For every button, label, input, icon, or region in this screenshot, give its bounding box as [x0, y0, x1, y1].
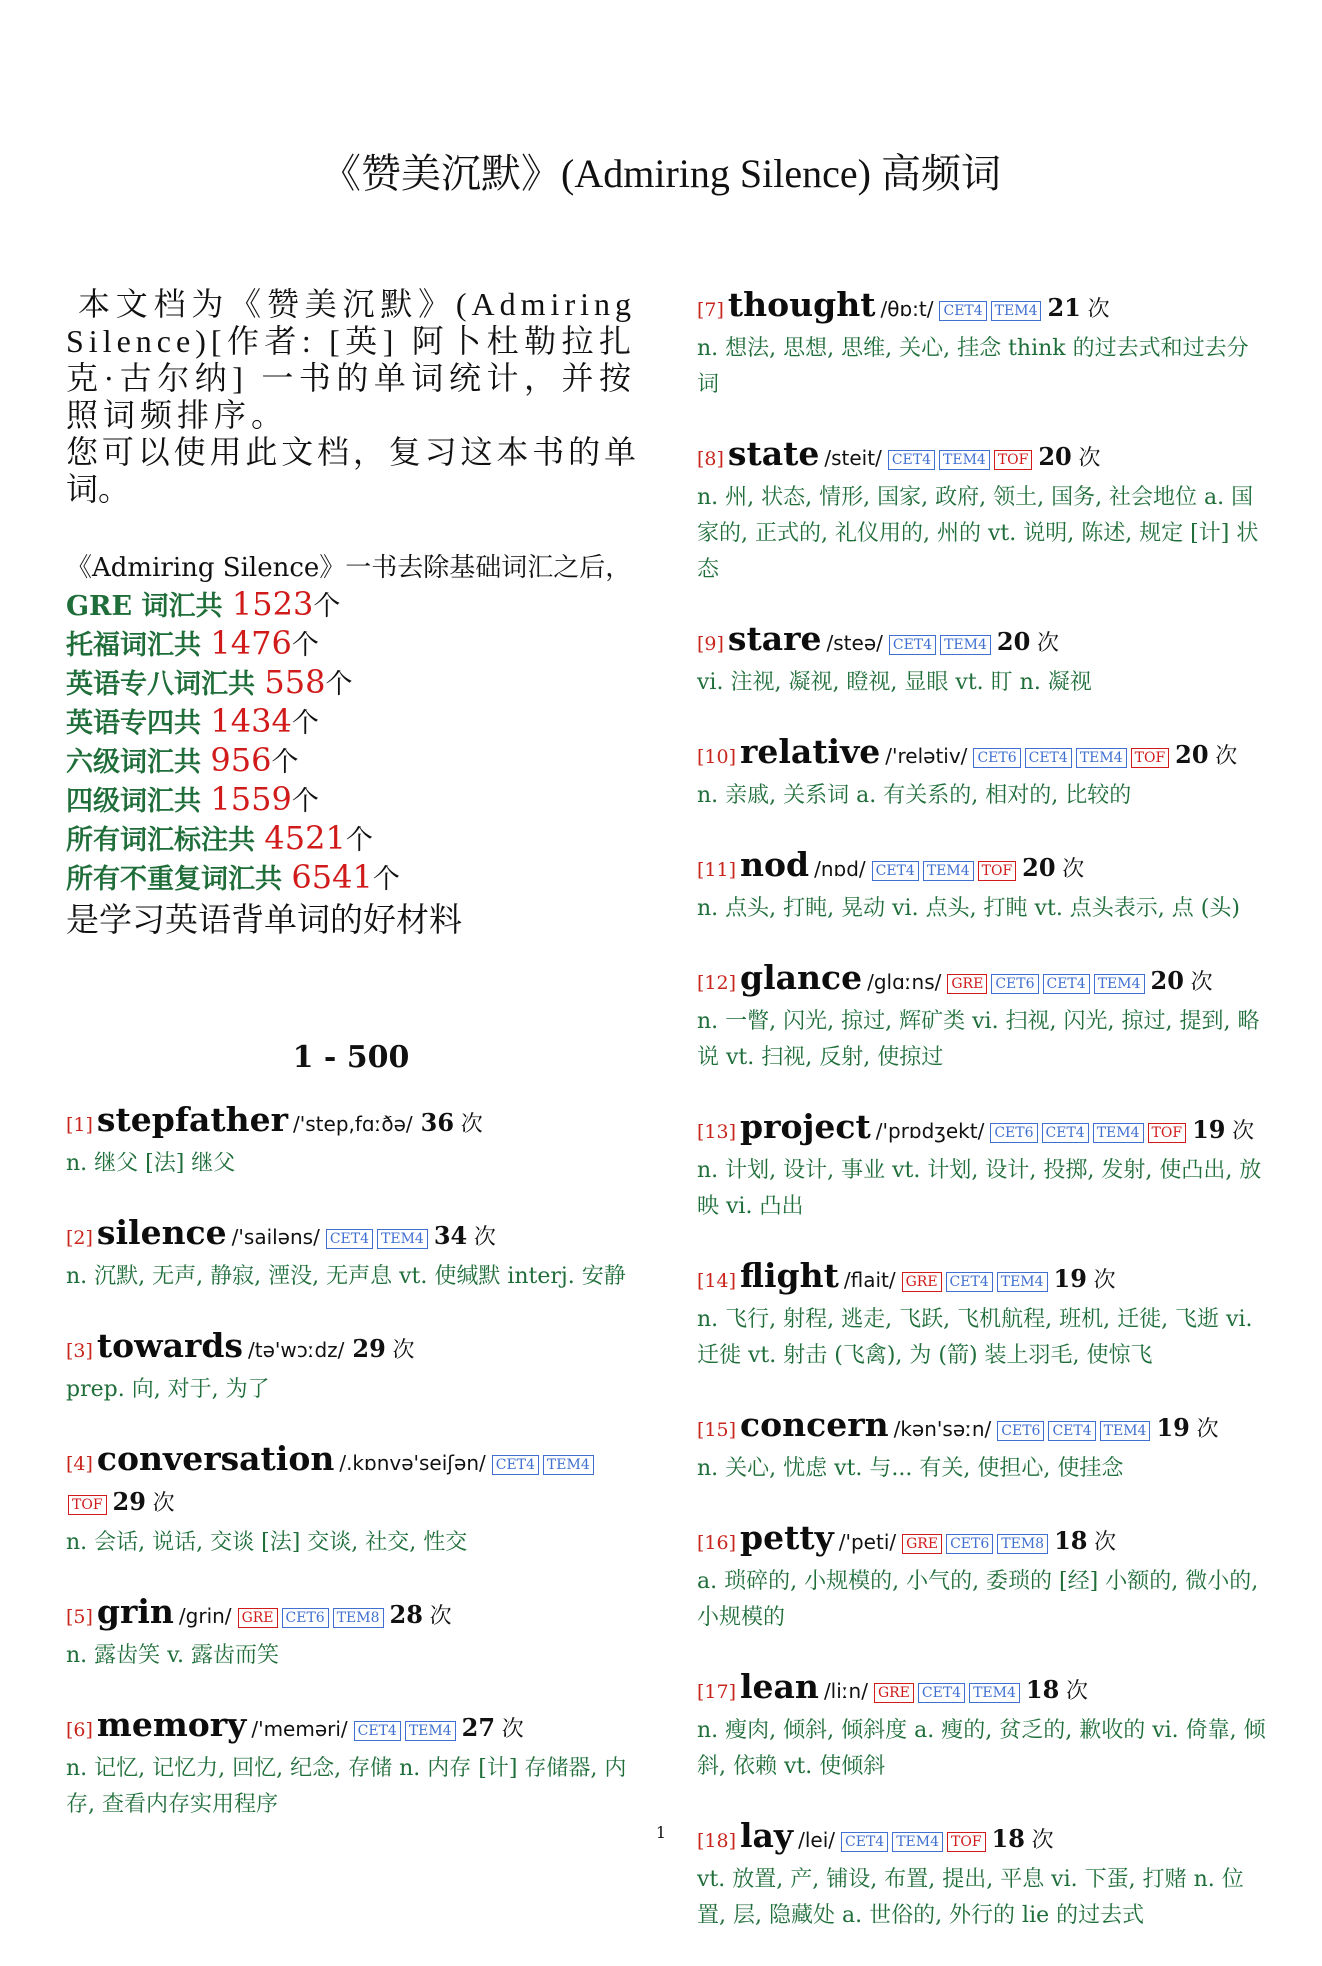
exam-tag: TEM4	[997, 1272, 1048, 1292]
frequency-unit: 次	[1031, 1828, 1054, 1853]
entry-index: [1]	[66, 1114, 93, 1136]
frequency-unit: 次	[1078, 446, 1101, 471]
frequency-unit: 次	[1094, 1530, 1117, 1555]
stats-count: 1559	[210, 780, 292, 818]
stats-unit: 个	[271, 747, 299, 778]
entry-index: [11]	[697, 859, 737, 881]
definition: n. 露齿笑 v. 露齿而笑	[66, 1643, 279, 1668]
phonetic: /grin/	[178, 1604, 232, 1628]
stats-count: 1476	[210, 624, 292, 662]
range-heading: 1 - 500	[292, 1040, 410, 1075]
exam-tag: CET6	[990, 1123, 1037, 1143]
exam-tag: CET6	[282, 1608, 329, 1628]
exam-tag: CET6	[946, 1534, 993, 1554]
stats-rows	[66, 586, 636, 898]
headword-line	[66, 1327, 636, 1370]
headword: concern	[740, 1405, 889, 1444]
definition: n. 一瞥, 闪光, 掠过, 辉矿类 vi. 扫视, 闪光, 掠过, 提到, 略说 vt. 扫视, 反射, 使掠过	[697, 1009, 1260, 1070]
definition: n. 点头, 打盹, 晃动 vi. 点头, 打盹 vt. 点头表示, 点 (头)	[697, 896, 1240, 921]
entry-index: [18]	[697, 1830, 737, 1852]
exam-tag: TEM8	[997, 1534, 1048, 1554]
headword: stepfather	[96, 1100, 289, 1139]
frequency-unit: 次	[1196, 1417, 1219, 1442]
exam-tag: CET6	[997, 1421, 1044, 1441]
exam-tag: TOF	[68, 1495, 107, 1515]
phonetic: /steit/	[824, 446, 882, 470]
definition: n. 亲戚, 关系词 a. 有关系的, 相对的, 比较的	[697, 783, 1132, 808]
headword: petty	[740, 1518, 834, 1557]
stats-unit: 个	[325, 669, 353, 700]
exam-tag: CET4	[939, 301, 986, 321]
phonetic: /liːn/	[823, 1679, 868, 1703]
stats-label: 英语专八词汇共	[66, 669, 265, 700]
phonetic: /glɑːns/	[867, 970, 942, 994]
exam-tag: CET6	[973, 748, 1020, 768]
phonetic: /'step,fɑːðə/	[293, 1112, 413, 1136]
frequency-count: 34	[433, 1221, 468, 1250]
exam-tag: CET4	[1048, 1421, 1095, 1441]
stats-label: 所有不重复词汇共	[66, 864, 292, 895]
stats-row	[66, 859, 636, 898]
stats-unit: 个	[291, 786, 319, 817]
exam-tag: TOF	[978, 861, 1017, 881]
definition: n. 想法, 思想, 思维, 关心, 挂念 think 的过去式和过去分词	[697, 336, 1249, 397]
exam-tag: CET4	[1043, 974, 1090, 994]
word-entry	[697, 1108, 1269, 1225]
stats-unit: 个	[313, 591, 341, 622]
entry-index: [4]	[66, 1453, 93, 1475]
stats-label: 六级词汇共	[66, 747, 211, 778]
word-entry	[697, 733, 1269, 814]
entry-index: [6]	[66, 1719, 93, 1741]
frequency-count: 19	[1192, 1115, 1226, 1144]
exam-tag: TEM4	[1076, 748, 1127, 768]
headword: grin	[96, 1592, 174, 1631]
frequency-count: 29	[352, 1334, 386, 1363]
headword: thought	[727, 285, 876, 324]
headword-line	[66, 1593, 636, 1636]
frequency-count: 21	[1047, 293, 1081, 322]
headword-line	[697, 846, 1269, 889]
definition: vt. 放置, 产, 铺设, 布置, 提出, 平息 vi. 下蛋, 打赌 n. 位置, 层, 隐藏处 a. 世俗的, 外行的 lie 的过去式	[697, 1867, 1244, 1928]
definition: n. 沉默, 无声, 静寂, 湮没, 无声息 vt. 使缄默 interj. 安静	[66, 1264, 626, 1289]
entries-left	[66, 1101, 636, 1823]
phonetic: /tə'wɔːdz/	[248, 1338, 345, 1362]
definition: n. 计划, 设计, 事业 vt. 计划, 设计, 投掷, 发射, 使凸出, 放映 vi. 凸出	[697, 1158, 1262, 1219]
document-title: 《赞美沉默》(Admiring Silence) 高频词	[321, 151, 1001, 196]
exam-tag: TEM4	[1100, 1421, 1151, 1441]
left-column	[66, 286, 636, 1855]
headword: relative	[740, 732, 881, 771]
stats-count: 558	[264, 663, 326, 701]
frequency-unit: 次	[392, 1338, 415, 1363]
exam-tag: CET4	[1025, 748, 1072, 768]
stats-row	[66, 703, 636, 742]
frequency-count: 18	[1025, 1675, 1060, 1704]
exam-tag: CET6	[991, 974, 1038, 994]
stats-count: 4521	[264, 819, 346, 857]
headword: towards	[96, 1326, 244, 1365]
phonetic: /lei/	[798, 1828, 836, 1852]
headword-line	[697, 286, 1269, 329]
stats-conclusion: 是学习英语背单词的好材料	[66, 900, 462, 939]
right-column	[697, 286, 1269, 1966]
frequency-count: 29	[112, 1487, 146, 1516]
stats-label: 英语专四共	[66, 708, 211, 739]
exam-tag: TOF	[1148, 1123, 1187, 1143]
phonetic: /θɒ:t/	[880, 297, 934, 321]
exam-tag: TEM4	[543, 1455, 594, 1475]
definition: n. 会话, 说话, 交谈 [法] 交谈, 社交, 性交	[66, 1530, 468, 1555]
entry-index: [12]	[697, 972, 737, 994]
exam-tag: CET4	[354, 1721, 401, 1741]
word-entry	[697, 435, 1269, 588]
exam-tag: GRE	[874, 1683, 914, 1703]
entry-index: [3]	[66, 1340, 93, 1362]
exam-tag: TEM4	[405, 1721, 456, 1741]
intro-line-2: 您可以使用此文档，复习这本书的单词。	[66, 434, 636, 507]
definition: n. 州, 状态, 情形, 国家, 政府, 领土, 国务, 社会地位 a. 国家的, 正式的, 礼仪用的, 州的 vt. 说明, 陈述, 规定 [计] 状态	[697, 485, 1259, 582]
exam-tag: CET4	[889, 635, 936, 655]
entry-index: [7]	[697, 299, 724, 321]
phonetic: /nɒd/	[814, 857, 866, 881]
definition: vi. 注视, 凝视, 瞪视, 显眼 vt. 盯 n. 凝视	[697, 670, 1092, 695]
phonetic: /'meməri/	[251, 1717, 348, 1741]
exam-tag: CET4	[872, 861, 919, 881]
exam-tag: TEM4	[892, 1832, 943, 1852]
frequency-count: 20	[1150, 966, 1184, 995]
frequency-unit: 次	[1215, 744, 1238, 769]
headword-line	[697, 1668, 1269, 1711]
headword-line	[697, 1519, 1269, 1562]
definition: prep. 向, 对于, 为了	[66, 1377, 270, 1402]
stats-unit: 个	[291, 630, 319, 661]
phonetic: /kən'səːn/	[893, 1417, 992, 1441]
frequency-unit: 次	[1087, 297, 1110, 322]
phonetic: /flait/	[843, 1268, 896, 1292]
stats-unit: 个	[291, 708, 319, 739]
stats-row	[66, 742, 636, 781]
phonetic: /.kɒnvə'seiʃən/	[339, 1451, 486, 1475]
headword: conversation	[96, 1439, 335, 1478]
frequency-unit: 次	[501, 1717, 524, 1742]
word-entry	[66, 1440, 636, 1561]
headword-line	[66, 1706, 636, 1749]
frequency-count: 36	[420, 1108, 455, 1137]
stats-label: 四级词汇共	[66, 786, 211, 817]
entry-index: [17]	[697, 1681, 737, 1703]
phonetic: /'prɒdʒekt/	[875, 1119, 985, 1143]
headword: glance	[740, 958, 863, 997]
frequency-unit: 次	[460, 1112, 483, 1137]
word-entry	[66, 1593, 636, 1674]
exam-tag: TEM4	[969, 1683, 1020, 1703]
stats-count: 1434	[210, 702, 292, 740]
exam-tag: GRE	[947, 974, 987, 994]
frequency-count: 20	[1022, 853, 1056, 882]
frequency-count: 20	[1038, 442, 1072, 471]
exam-tag: TEM4	[923, 861, 974, 881]
word-entry	[66, 1327, 636, 1408]
stats-unit: 个	[372, 864, 400, 895]
frequency-unit: 次	[1190, 970, 1213, 995]
word-entry	[697, 286, 1269, 403]
headword-line	[66, 1101, 636, 1144]
stats-label: 所有词汇标注共	[66, 825, 265, 856]
exam-tag: TOF	[994, 450, 1033, 470]
word-entry	[66, 1101, 636, 1182]
exam-tag: CET4	[1042, 1123, 1089, 1143]
intro-line-1: 本文档为《赞美沉默》(Admiring Silence)[作者: [英] 阿卜杜勒拉扎克·古尔纳] 一书的单词统计，并按照词频排序。	[66, 286, 636, 433]
word-entry	[66, 1214, 636, 1295]
stats-unit: 个	[345, 825, 373, 856]
word-entry	[697, 1257, 1269, 1374]
headword: state	[727, 434, 820, 473]
entry-index: [14]	[697, 1270, 737, 1292]
frequency-count: 20	[996, 627, 1031, 656]
entry-index: [9]	[697, 633, 724, 655]
exam-tag: GRE	[902, 1272, 942, 1292]
exam-tag: CET4	[888, 450, 935, 470]
phonetic: /'relətiv/	[885, 744, 968, 768]
phonetic: /'sailəns/	[231, 1225, 320, 1249]
entry-index: [16]	[697, 1532, 737, 1554]
headword: memory	[96, 1705, 247, 1744]
word-entry	[66, 1706, 636, 1823]
headword: project	[740, 1107, 871, 1146]
definition: n. 关心, 忧虑 vt. 与... 有关, 使担心, 使挂念	[697, 1456, 1124, 1481]
exam-tag: TEM4	[940, 635, 991, 655]
exam-tag: TOF	[947, 1832, 986, 1852]
entry-index: [2]	[66, 1227, 93, 1249]
exam-tag: TEM8	[333, 1608, 384, 1628]
entry-index: [10]	[697, 746, 737, 768]
headword: lay	[740, 1816, 794, 1855]
word-entry	[697, 1519, 1269, 1636]
headword: nod	[740, 845, 810, 884]
page-number: 1	[655, 1823, 667, 1842]
stats-row	[66, 625, 636, 664]
stats-row	[66, 664, 636, 703]
frequency-count: 19	[1156, 1413, 1190, 1442]
frequency-unit: 次	[1062, 857, 1085, 882]
stats-count: 1523	[231, 585, 314, 623]
headword: flight	[740, 1256, 839, 1295]
exam-tag: TEM4	[939, 450, 990, 470]
frequency-unit: 次	[1093, 1268, 1116, 1293]
frequency-count: 27	[461, 1713, 496, 1742]
exam-tag: CET4	[326, 1229, 373, 1249]
definition: a. 琐碎的, 小规模的, 小气的, 委琐的 [经] 小额的, 微小的, 小规模的	[697, 1569, 1259, 1630]
frequency-unit: 次	[152, 1491, 175, 1516]
headword-line	[697, 1406, 1269, 1449]
stats-row	[66, 586, 636, 625]
word-entry	[697, 620, 1269, 701]
word-entry	[697, 846, 1269, 927]
stats-row	[66, 820, 636, 859]
headword-line	[66, 1214, 636, 1257]
headword: lean	[740, 1667, 819, 1706]
entry-index: [8]	[697, 448, 724, 470]
exam-tag: GRE	[238, 1608, 278, 1628]
stats-count: 6541	[291, 858, 373, 896]
exam-tag: TEM4	[1094, 974, 1145, 994]
phonetic: /steə/	[826, 631, 883, 655]
headword-line	[697, 435, 1269, 478]
frequency-count: 20	[1175, 740, 1209, 769]
word-entry	[697, 1668, 1269, 1785]
stats-label: 托福词汇共	[66, 630, 211, 661]
exam-tag: CET4	[841, 1832, 888, 1852]
frequency-unit: 次	[1066, 1679, 1089, 1704]
frequency-count: 19	[1053, 1264, 1087, 1293]
headword-line	[697, 620, 1269, 663]
intro-text	[66, 286, 636, 508]
frequency-count: 18	[1054, 1526, 1088, 1555]
definition: n. 飞行, 射程, 逃走, 飞跃, 飞机航程, 班机, 迁徙, 飞逝 vi. 迁徙 vt. 射击 (飞禽), 为 (箭) 装上羽毛, 使惊飞	[697, 1307, 1253, 1368]
entry-index: [13]	[697, 1121, 737, 1143]
headword-line	[697, 1108, 1269, 1151]
definition: n. 瘦肉, 倾斜, 倾斜度 a. 瘦的, 贫乏的, 歉收的 vi. 倚靠, 倾斜, 依赖 vt. 使倾斜	[697, 1718, 1266, 1779]
exam-tag: CET4	[492, 1455, 539, 1475]
stats-label: GRE 词汇共	[66, 591, 232, 622]
headword-line	[697, 1257, 1269, 1300]
entry-index: [5]	[66, 1606, 93, 1628]
headword: stare	[727, 619, 822, 658]
word-entry	[697, 959, 1269, 1076]
stats-row	[66, 781, 636, 820]
frequency-count: 28	[389, 1600, 423, 1629]
definition: n. 继父 [法] 继父	[66, 1151, 236, 1176]
exam-tag: TEM4	[377, 1229, 428, 1249]
exam-tag: CET4	[918, 1683, 965, 1703]
frequency-unit: 次	[429, 1604, 452, 1629]
frequency-count: 18	[991, 1824, 1025, 1853]
exam-tag: TOF	[1131, 748, 1170, 768]
headword-line	[66, 1440, 636, 1523]
frequency-unit: 次	[1036, 631, 1059, 656]
entries-right	[697, 286, 1269, 1934]
exam-tag: GRE	[902, 1534, 942, 1554]
exam-tag: TEM4	[991, 301, 1042, 321]
frequency-unit: 次	[1232, 1119, 1255, 1144]
headword-line	[697, 959, 1269, 1002]
phonetic: /'peti/	[838, 1530, 897, 1554]
frequency-unit: 次	[473, 1225, 496, 1250]
exam-tag: CET4	[946, 1272, 993, 1292]
stats-heading: 《Admiring Silence》一书去除基础词汇之后，	[66, 553, 632, 583]
word-entry	[697, 1406, 1269, 1487]
exam-tag: TEM4	[1093, 1123, 1144, 1143]
headword: silence	[96, 1213, 227, 1252]
entry-index: [15]	[697, 1419, 737, 1441]
definition: n. 记忆, 记忆力, 回忆, 纪念, 存储 n. 内存 [计] 存储器, 内存, 查看内存实用程序	[66, 1756, 627, 1817]
headword-line	[697, 733, 1269, 776]
stats-count: 956	[210, 741, 272, 779]
vocab-stats	[66, 550, 636, 938]
